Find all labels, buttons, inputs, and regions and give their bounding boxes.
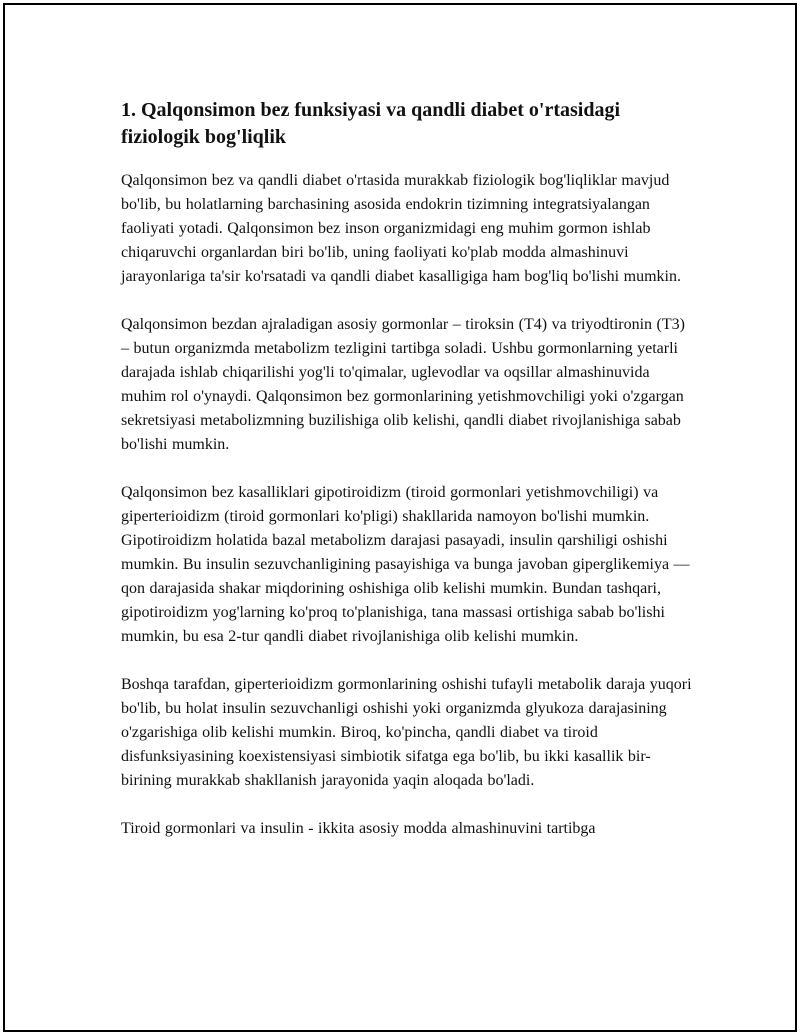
paragraph-5: Tiroid gormonlari va insulin - ikkita asosiy modda almashinuvini tartibga: [121, 820, 596, 837]
paragraph-2: Qalqonsimon bezdan ajraladigan asosiy gormonlar – tiroksin (T4) va triyodtironin (T3) – butun organizmda metabolizm tezligini tartibga soladi. Ushbu gormonlarning yetarli darajada ishlab chiqarilishi yog'li to'qimalar, uglevodlar va oqsillar almashinuvida muhim rol o'ynaydi. Qalqonsimon bez gormonlarining yetishmovchiligi yoki o'zgargan sekretsiyasi metabolizmning buzilishiga olib kelishi, qandli diabet rivojlanishiga sabab bo'lishi mumkin.: [121, 316, 685, 453]
document-body: [121, 97, 696, 865]
paragraph-1: Qalqonsimon bez va qandli diabet o'rtasida murakkab fiziologik bog'liqliklar mavjud bo'lib, bu holatlarning barchasining asosida endokrin tizimning integratsiyalangan faoliyati yotadi. Qalqonsimon bez inson organizmidagi eng muhim gormon ishlab chiqaruvchi organlardan biri bo'lib, uning faoliyati ko'plab modda almashinuvi jarayonlariga ta'sir ko'rsatadi va qandli diabet kasalligiga ham bog'liq bo'lishi mumkin.: [121, 172, 681, 285]
section-heading: 1. Qalqonsimon bez funksiyasi va qandli diabet o'rtasidagi fiziologik bog'liqlik: [121, 99, 621, 148]
page-frame: [3, 3, 797, 1032]
paragraph-4: Boshqa tarafdan, giperterioidizm gormonlarining oshishi tufayli metabolik daraja yuqori bo'lib, bu holat insulin sezuvchanligi oshishi yoki organizmda glyukoza darajasining o'zgarishiga olib kelishi mumkin. Biroq, ko'pincha, qandli diabet va tiroid disfunksiyasining koexistensiyasi simbiotik sifatga ega bo'lib, bu ikki kasallik bir-birining murakkab shakllanish jarayonida yaqin aloqada bo'ladi.: [121, 676, 692, 789]
paragraph-3: Qalqonsimon bez kasalliklari gipotiroidizm (tiroid gormonlari yetishmovchiligi) va giperterioidizm (tiroid gormonlari ko'pligi) shakllarida namoyon bo'lishi mumkin. Gipotiroidizm holatida bazal metabolizm darajasi pasayadi, insulin qarshiligi oshishi mumkin. Bu insulin sezuvchanligining pasayishiga va bunga javoban giperglikemiya — qon darajasida shakar miqdorining oshishiga olib kelishi mumkin. Bundan tashqari, gipotiroidizm yog'larning ko'proq to'planishiga, tana massasi ortishiga sabab bo'lishi mumkin, bu esa 2-tur qandli diabet rivojlanishiga olib kelishi mumkin.: [121, 484, 690, 645]
